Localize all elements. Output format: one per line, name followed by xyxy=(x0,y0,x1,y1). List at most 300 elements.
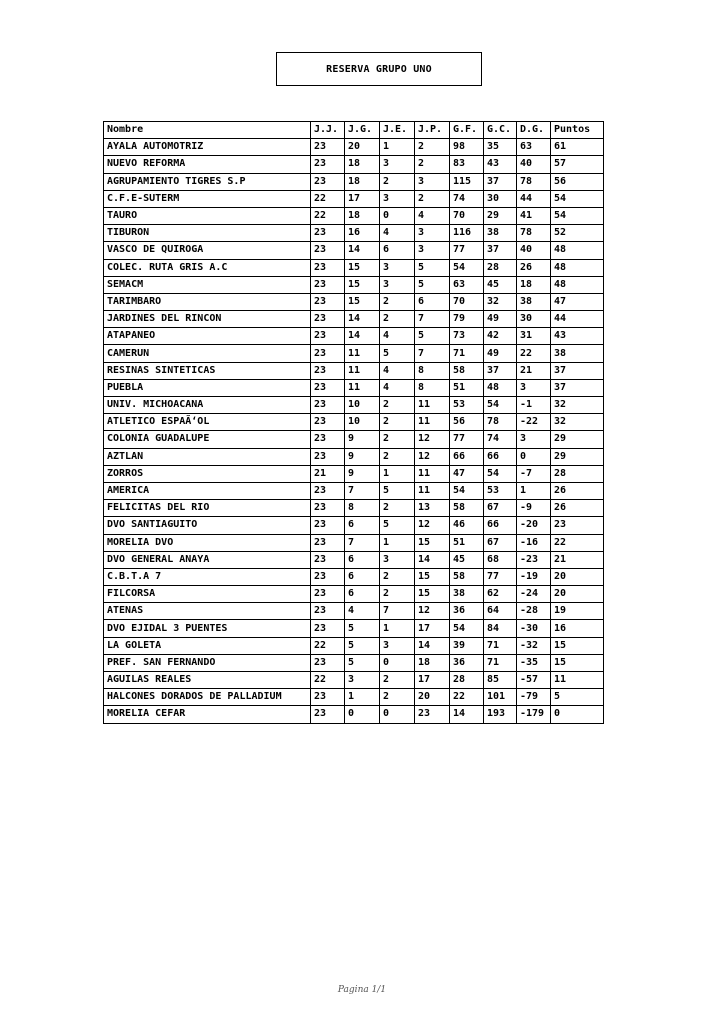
stat-cell: 53 xyxy=(484,482,517,499)
table-row xyxy=(104,568,604,585)
stat-cell: 5 xyxy=(415,276,450,293)
table-row xyxy=(104,586,604,603)
stat-cell: 116 xyxy=(450,225,484,242)
table-row xyxy=(104,207,604,224)
stat-cell: 37 xyxy=(484,242,517,259)
stat-cell: 23 xyxy=(311,517,345,534)
stat-cell: 51 xyxy=(450,534,484,551)
stat-cell: 16 xyxy=(345,225,380,242)
stat-cell: 29 xyxy=(551,448,604,465)
table-row xyxy=(104,397,604,414)
table-row xyxy=(104,328,604,345)
stat-cell: 15 xyxy=(345,293,380,310)
stat-cell: 22 xyxy=(311,672,345,689)
stat-cell: 18 xyxy=(345,156,380,173)
stat-cell: 23 xyxy=(311,568,345,585)
stat-cell: 12 xyxy=(415,448,450,465)
stat-cell: 4 xyxy=(415,207,450,224)
table-row xyxy=(104,500,604,517)
table-row xyxy=(104,379,604,396)
stat-cell: 14 xyxy=(450,706,484,723)
stat-cell: 66 xyxy=(450,448,484,465)
stat-cell: 13 xyxy=(415,500,450,517)
stat-cell: 20 xyxy=(345,139,380,156)
team-name-cell: DVO SANTIAGUITO xyxy=(104,517,311,534)
table-row xyxy=(104,414,604,431)
stat-cell: 32 xyxy=(551,397,604,414)
stat-cell: 37 xyxy=(551,379,604,396)
stat-cell: 66 xyxy=(484,448,517,465)
team-name-cell: COLONIA GUADALUPE xyxy=(104,431,311,448)
stat-cell: 71 xyxy=(450,345,484,362)
stat-cell: 30 xyxy=(484,190,517,207)
stat-cell: -19 xyxy=(517,568,551,585)
stat-cell: 36 xyxy=(450,654,484,671)
table-row xyxy=(104,534,604,551)
stat-cell: 54 xyxy=(484,397,517,414)
stat-cell: -9 xyxy=(517,500,551,517)
stat-cell: 23 xyxy=(311,414,345,431)
stat-cell: 73 xyxy=(450,328,484,345)
stat-cell: 67 xyxy=(484,534,517,551)
stat-cell: 38 xyxy=(450,586,484,603)
stat-cell: 14 xyxy=(415,551,450,568)
stat-cell: 3 xyxy=(415,225,450,242)
stat-cell: 43 xyxy=(484,156,517,173)
stat-cell: 23 xyxy=(311,689,345,706)
stat-cell: 71 xyxy=(484,654,517,671)
stat-cell: 6 xyxy=(345,517,380,534)
stat-cell: 21 xyxy=(551,551,604,568)
team-name-cell: VASCO DE QUIROGA xyxy=(104,242,311,259)
stat-cell: 15 xyxy=(551,637,604,654)
stat-cell: 56 xyxy=(551,173,604,190)
stat-cell: 22 xyxy=(551,534,604,551)
table-body xyxy=(104,139,604,723)
stat-cell: 11 xyxy=(345,362,380,379)
stat-cell: -1 xyxy=(517,397,551,414)
stat-cell: 2 xyxy=(380,431,415,448)
table-row xyxy=(104,672,604,689)
stat-cell: 1 xyxy=(380,465,415,482)
stat-cell: 48 xyxy=(484,379,517,396)
stat-cell: 19 xyxy=(551,603,604,620)
stat-cell: 84 xyxy=(484,620,517,637)
stat-cell: 22 xyxy=(517,345,551,362)
stat-cell: 45 xyxy=(484,276,517,293)
stat-cell: 18 xyxy=(345,173,380,190)
stat-cell: 23 xyxy=(311,173,345,190)
stat-cell: 7 xyxy=(415,311,450,328)
stat-cell: 2 xyxy=(380,586,415,603)
stat-cell: 23 xyxy=(415,706,450,723)
stat-cell: 23 xyxy=(311,448,345,465)
stat-cell: 0 xyxy=(345,706,380,723)
stat-cell: 15 xyxy=(415,534,450,551)
stat-cell: 38 xyxy=(517,293,551,310)
team-name-cell: NUEVO REFORMA xyxy=(104,156,311,173)
stat-cell: 23 xyxy=(311,276,345,293)
stat-cell: 46 xyxy=(450,517,484,534)
stat-cell: 0 xyxy=(380,706,415,723)
table-row xyxy=(104,173,604,190)
stat-cell: 16 xyxy=(551,620,604,637)
stat-cell: 70 xyxy=(450,293,484,310)
stat-cell: 2 xyxy=(380,689,415,706)
column-header-column-jg: J.G. xyxy=(345,122,380,139)
stat-cell: 54 xyxy=(450,482,484,499)
stat-cell: 10 xyxy=(345,414,380,431)
team-name-cell: ATAPANEO xyxy=(104,328,311,345)
stat-cell: 1 xyxy=(380,139,415,156)
team-name-cell: TAURO xyxy=(104,207,311,224)
stat-cell: 6 xyxy=(345,586,380,603)
stat-cell: 22 xyxy=(311,207,345,224)
stat-cell: 22 xyxy=(311,637,345,654)
stat-cell: 2 xyxy=(380,448,415,465)
stat-cell: 31 xyxy=(517,328,551,345)
stat-cell: 11 xyxy=(345,379,380,396)
team-name-cell: PUEBLA xyxy=(104,379,311,396)
team-name-cell: ZORROS xyxy=(104,465,311,482)
stat-cell: 20 xyxy=(551,586,604,603)
stat-cell: 8 xyxy=(345,500,380,517)
stat-cell: 78 xyxy=(484,414,517,431)
stat-cell: 23 xyxy=(311,362,345,379)
table-row xyxy=(104,345,604,362)
stat-cell: 53 xyxy=(450,397,484,414)
team-name-cell: ATENAS xyxy=(104,603,311,620)
stat-cell: 28 xyxy=(450,672,484,689)
stat-cell: 5 xyxy=(380,345,415,362)
stat-cell: 15 xyxy=(345,276,380,293)
stat-cell: 29 xyxy=(484,207,517,224)
stat-cell: 23 xyxy=(311,259,345,276)
stat-cell: 47 xyxy=(450,465,484,482)
team-name-cell: MORELIA CEFAR xyxy=(104,706,311,723)
stat-cell: 4 xyxy=(380,379,415,396)
stat-cell: 5 xyxy=(345,654,380,671)
column-header-column-dg: D.G. xyxy=(517,122,551,139)
stat-cell: 23 xyxy=(311,379,345,396)
stat-cell: 23 xyxy=(311,397,345,414)
stat-cell: 23 xyxy=(311,311,345,328)
column-header-column-gf: G.F. xyxy=(450,122,484,139)
stat-cell: 64 xyxy=(484,603,517,620)
stat-cell: 57 xyxy=(551,156,604,173)
stat-cell: 63 xyxy=(517,139,551,156)
stat-cell: 2 xyxy=(380,672,415,689)
table-row xyxy=(104,431,604,448)
stat-cell: 11 xyxy=(415,414,450,431)
stat-cell: 54 xyxy=(484,465,517,482)
stat-cell: 30 xyxy=(517,311,551,328)
stat-cell: 23 xyxy=(311,225,345,242)
stat-cell: 98 xyxy=(450,139,484,156)
stat-cell: 3 xyxy=(380,190,415,207)
team-name-cell: AMERICA xyxy=(104,482,311,499)
stat-cell: 2 xyxy=(415,156,450,173)
table-row xyxy=(104,156,604,173)
team-name-cell: AGUILAS REALES xyxy=(104,672,311,689)
stat-cell: 44 xyxy=(551,311,604,328)
stat-cell: 15 xyxy=(415,568,450,585)
table-row xyxy=(104,293,604,310)
team-name-cell: DVO GENERAL ANAYA xyxy=(104,551,311,568)
table-row xyxy=(104,706,604,723)
stat-cell: 39 xyxy=(450,637,484,654)
stat-cell: 5 xyxy=(380,482,415,499)
stat-cell: 12 xyxy=(415,603,450,620)
table-row xyxy=(104,311,604,328)
stat-cell: 23 xyxy=(311,603,345,620)
stat-cell: -20 xyxy=(517,517,551,534)
stat-cell: -7 xyxy=(517,465,551,482)
team-name-cell: PREF. SAN FERNANDO xyxy=(104,654,311,671)
stat-cell: 47 xyxy=(551,293,604,310)
stat-cell: 3 xyxy=(380,276,415,293)
stat-cell: 78 xyxy=(517,173,551,190)
stat-cell: 14 xyxy=(345,328,380,345)
stat-cell: 54 xyxy=(450,620,484,637)
stat-cell: 38 xyxy=(551,345,604,362)
stat-cell: 77 xyxy=(450,431,484,448)
stat-cell: 23 xyxy=(311,586,345,603)
table-row xyxy=(104,225,604,242)
stat-cell: 4 xyxy=(380,225,415,242)
stat-cell: 5 xyxy=(345,637,380,654)
stat-cell: 20 xyxy=(415,689,450,706)
stat-cell: 74 xyxy=(450,190,484,207)
stat-cell: 3 xyxy=(380,156,415,173)
column-header-column-jp: J.P. xyxy=(415,122,450,139)
team-name-cell: FILCORSA xyxy=(104,586,311,603)
stat-cell: 52 xyxy=(551,225,604,242)
stat-cell: 14 xyxy=(345,311,380,328)
stat-cell: 66 xyxy=(484,517,517,534)
stat-cell: -16 xyxy=(517,534,551,551)
stat-cell: 2 xyxy=(415,139,450,156)
stat-cell: 11 xyxy=(415,465,450,482)
stat-cell: 6 xyxy=(380,242,415,259)
team-name-cell: AYALA AUTOMOTRIZ xyxy=(104,139,311,156)
team-name-cell: LA GOLETA xyxy=(104,637,311,654)
stat-cell: 8 xyxy=(415,362,450,379)
stat-cell: 67 xyxy=(484,500,517,517)
table-row xyxy=(104,517,604,534)
stat-cell: 29 xyxy=(551,431,604,448)
stat-cell: 12 xyxy=(415,517,450,534)
stat-cell: -22 xyxy=(517,414,551,431)
team-name-cell: C.B.T.A 7 xyxy=(104,568,311,585)
stat-cell: 17 xyxy=(415,672,450,689)
stat-cell: 70 xyxy=(450,207,484,224)
stat-cell: 23 xyxy=(311,345,345,362)
stat-cell: 9 xyxy=(345,448,380,465)
stat-cell: 15 xyxy=(345,259,380,276)
column-header-column-je: J.E. xyxy=(380,122,415,139)
table-row xyxy=(104,276,604,293)
stat-cell: 2 xyxy=(380,414,415,431)
stat-cell: 5 xyxy=(415,259,450,276)
team-name-cell: COLEC. RUTA GRIS A.C xyxy=(104,259,311,276)
stat-cell: 6 xyxy=(345,551,380,568)
team-name-cell: TIBURON xyxy=(104,225,311,242)
table-row xyxy=(104,551,604,568)
stat-cell: 23 xyxy=(311,500,345,517)
stat-cell: 7 xyxy=(345,534,380,551)
stat-cell: -32 xyxy=(517,637,551,654)
stat-cell: 5 xyxy=(345,620,380,637)
stat-cell: 0 xyxy=(380,207,415,224)
team-name-cell: FELICITAS DEL RIO xyxy=(104,500,311,517)
stat-cell: 49 xyxy=(484,311,517,328)
stat-cell: -24 xyxy=(517,586,551,603)
stat-cell: 74 xyxy=(484,431,517,448)
stat-cell: 42 xyxy=(484,328,517,345)
table-row xyxy=(104,448,604,465)
table-row xyxy=(104,620,604,637)
stat-cell: 63 xyxy=(450,276,484,293)
stat-cell: 48 xyxy=(551,259,604,276)
stat-cell: 26 xyxy=(551,482,604,499)
table-row xyxy=(104,654,604,671)
stat-cell: 2 xyxy=(380,568,415,585)
stat-cell: 3 xyxy=(380,637,415,654)
stat-cell: 9 xyxy=(345,431,380,448)
stat-cell: 37 xyxy=(551,362,604,379)
stat-cell: 37 xyxy=(484,362,517,379)
stat-cell: 58 xyxy=(450,500,484,517)
stat-cell: 49 xyxy=(484,345,517,362)
column-header-column-name: Nombre xyxy=(104,122,311,139)
stat-cell: 18 xyxy=(345,207,380,224)
stat-cell: 3 xyxy=(517,431,551,448)
stat-cell: 17 xyxy=(345,190,380,207)
column-header-column-gc: G.C. xyxy=(484,122,517,139)
stat-cell: 23 xyxy=(311,706,345,723)
team-name-cell: TARIMBARO xyxy=(104,293,311,310)
table-row xyxy=(104,689,604,706)
table-row xyxy=(104,190,604,207)
stat-cell: 5 xyxy=(551,689,604,706)
table-row xyxy=(104,482,604,499)
table-header-row xyxy=(104,122,604,139)
stat-cell: 28 xyxy=(551,465,604,482)
stat-cell: 2 xyxy=(415,190,450,207)
table-row xyxy=(104,139,604,156)
stat-cell: 37 xyxy=(484,173,517,190)
stat-cell: 2 xyxy=(380,397,415,414)
stat-cell: 0 xyxy=(517,448,551,465)
table-row xyxy=(104,362,604,379)
team-name-cell: SEMACM xyxy=(104,276,311,293)
stat-cell: 43 xyxy=(551,328,604,345)
stat-cell: 2 xyxy=(380,500,415,517)
stat-cell: 2 xyxy=(380,293,415,310)
stat-cell: 3 xyxy=(345,672,380,689)
stat-cell: 51 xyxy=(450,379,484,396)
stat-cell: 32 xyxy=(551,414,604,431)
stat-cell: 23 xyxy=(311,328,345,345)
column-header-column-jj: J.J. xyxy=(311,122,345,139)
stat-cell: -79 xyxy=(517,689,551,706)
stat-cell: 78 xyxy=(517,225,551,242)
stat-cell: 7 xyxy=(380,603,415,620)
stat-cell: 58 xyxy=(450,568,484,585)
stat-cell: 68 xyxy=(484,551,517,568)
stat-cell: 32 xyxy=(484,293,517,310)
stat-cell: 17 xyxy=(415,620,450,637)
stat-cell: 2 xyxy=(380,311,415,328)
stat-cell: 54 xyxy=(450,259,484,276)
stat-cell: 15 xyxy=(415,586,450,603)
stat-cell: 10 xyxy=(345,397,380,414)
stat-cell: 54 xyxy=(551,190,604,207)
stat-cell: 1 xyxy=(517,482,551,499)
stat-cell: 26 xyxy=(551,500,604,517)
stat-cell: 15 xyxy=(551,654,604,671)
stat-cell: 9 xyxy=(345,465,380,482)
stat-cell: 35 xyxy=(484,139,517,156)
stat-cell: 21 xyxy=(311,465,345,482)
stat-cell: 11 xyxy=(345,345,380,362)
stat-cell: 2 xyxy=(380,173,415,190)
stat-cell: 1 xyxy=(345,689,380,706)
stat-cell: 79 xyxy=(450,311,484,328)
stat-cell: 36 xyxy=(450,603,484,620)
stat-cell: 23 xyxy=(311,654,345,671)
stat-cell: 23 xyxy=(311,620,345,637)
stat-cell: -30 xyxy=(517,620,551,637)
stat-cell: 58 xyxy=(450,362,484,379)
stat-cell: -23 xyxy=(517,551,551,568)
stat-cell: 23 xyxy=(311,482,345,499)
stat-cell: 14 xyxy=(345,242,380,259)
stat-cell: 11 xyxy=(415,482,450,499)
stat-cell: 4 xyxy=(345,603,380,620)
stat-cell: 18 xyxy=(517,276,551,293)
stat-cell: 101 xyxy=(484,689,517,706)
team-name-cell: AGRUPAMIENTO TIGRES S.P xyxy=(104,173,311,190)
stat-cell: 11 xyxy=(551,672,604,689)
stat-cell: 62 xyxy=(484,586,517,603)
stat-cell: 22 xyxy=(311,190,345,207)
stat-cell: 85 xyxy=(484,672,517,689)
team-name-cell: MORELIA DVO xyxy=(104,534,311,551)
team-name-cell: JARDINES DEL RINCON xyxy=(104,311,311,328)
stat-cell: 23 xyxy=(311,431,345,448)
team-name-cell: ATLETICO ESPAÃ‘OL xyxy=(104,414,311,431)
stat-cell: 0 xyxy=(551,706,604,723)
stat-cell: 23 xyxy=(311,156,345,173)
stat-cell: 40 xyxy=(517,242,551,259)
stat-cell: 115 xyxy=(450,173,484,190)
stat-cell: -57 xyxy=(517,672,551,689)
stat-cell: 12 xyxy=(415,431,450,448)
stat-cell: 1 xyxy=(380,620,415,637)
stat-cell: 71 xyxy=(484,637,517,654)
stat-cell: 11 xyxy=(415,397,450,414)
stat-cell: 28 xyxy=(484,259,517,276)
table-row xyxy=(104,259,604,276)
stat-cell: 8 xyxy=(415,379,450,396)
stat-cell: 22 xyxy=(450,689,484,706)
table-row xyxy=(104,465,604,482)
stat-cell: 26 xyxy=(517,259,551,276)
stat-cell: 48 xyxy=(551,242,604,259)
stat-cell: 4 xyxy=(380,328,415,345)
